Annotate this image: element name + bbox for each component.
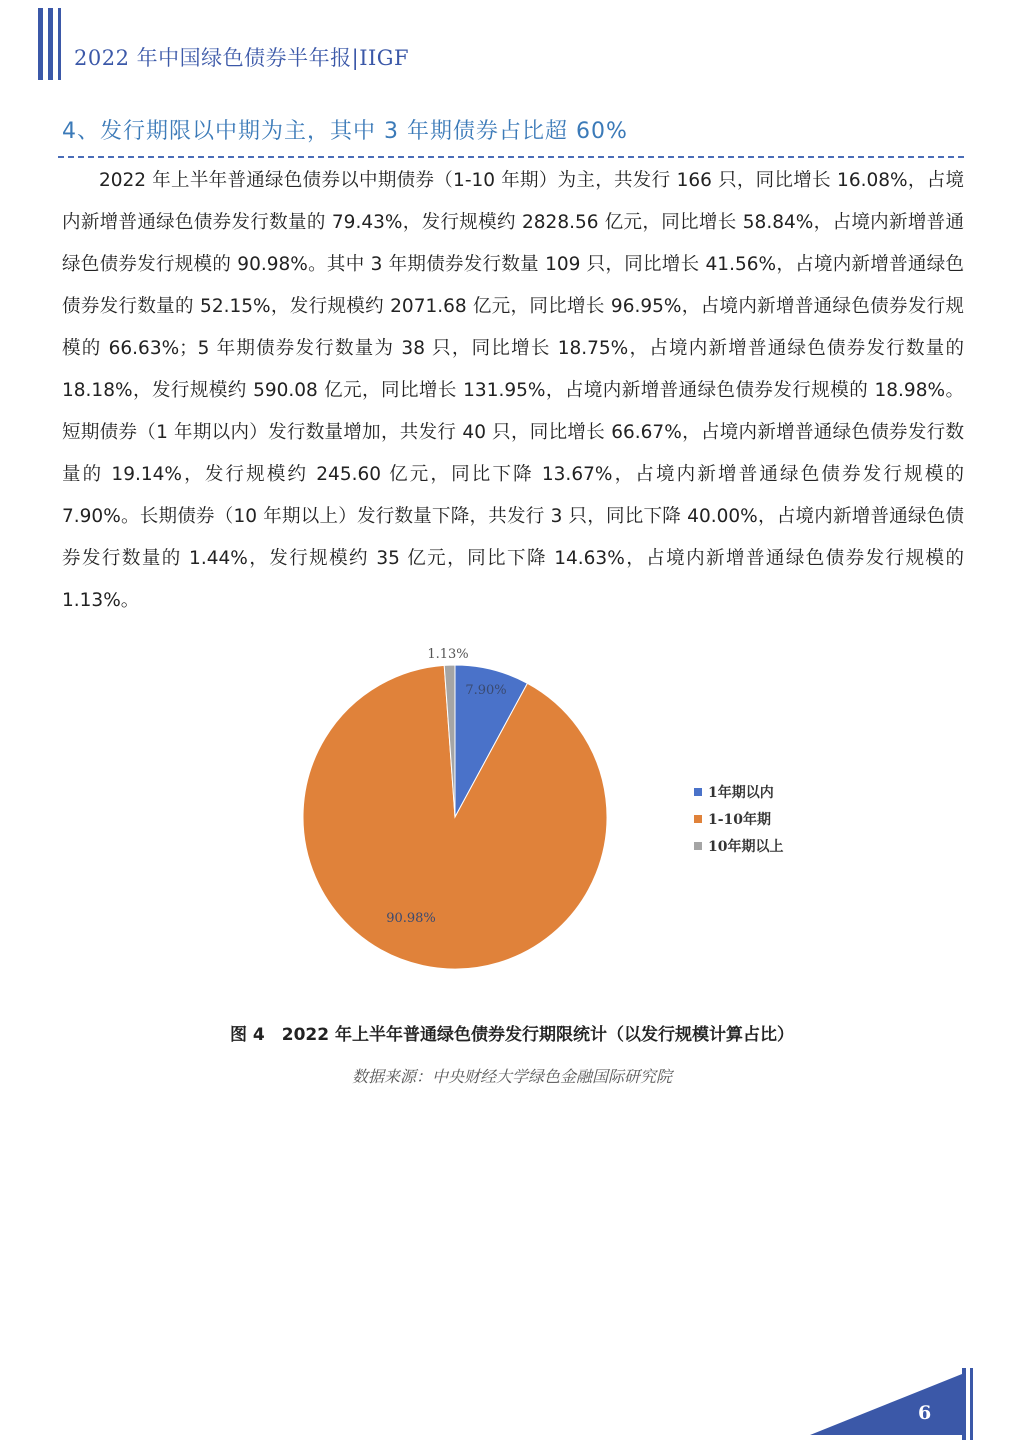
body-paragraph: 2022 年上半年普通绿色债券以中期债券（1-10 年期）为主，共发行 166 只，同比增长 16.08%，占境内新增普通绿色债券发行数量的 79.43%，发行规模约 2828.56 亿元，同比增长 58.84%，占境内新增普通绿色债券发行规模的 90.98%。其中 3 年期债券发行数量 109 只，同比增长 41.56%，占境内新增普通绿色债券发行数量的 52.15%，发行规模约 2071.68 亿元，同比增长 96.95%，占境内新增普通绿色债券发行规模的 66.63%；5 年期债券发行数量为 38 只，同比增长 18.75%，占境内新增普通绿色债券发行数量的 18.18%，发行规模约 590.08 亿元，同比增长 131.95%，占境内新增普通绿色债券发行规模的 18.98%。短期债券（1 年期以内）发行数量增加，共发行 40 只，同比增长 66.67%，占境内新增普通绿色债券发行数量的 19.14%，发行规模约 245.60 亿元，同比下降 13.67%，占境内新增普通绿色债券发行规模的 7.90%。长期债券（10 年期以上）发行数量下降，共发行 3 只，同比下降 40.00%，占境内新增普通绿色债券发行数量的 1.44%，发行规模约 35 亿元，同比下降 14.63%，占境内新增普通绿色债券发行规模的 1.13%。 (62, 170, 964, 611)
legend-item (694, 778, 783, 805)
figure-caption: 图 4 2022 年上半年普通绿色债券发行期限统计（以发行规模计算占比） (230, 1025, 794, 1045)
figure-source: 数据来源：中央财经大学绿色金融国际研究院 (351, 1067, 672, 1086)
pie-chart (290, 640, 650, 980)
heading-divider (58, 156, 964, 158)
legend-swatch (694, 788, 702, 796)
section-heading: 4、发行期限以中期为主，其中 3 年期债券占比超 60% (62, 119, 628, 144)
legend-label: 10年期以上 (708, 838, 784, 855)
legend-item (694, 832, 783, 859)
data-label-slice-10yr-plus: 1.13% (427, 647, 469, 662)
header-decoration-bars (38, 8, 68, 80)
legend-item (694, 805, 783, 832)
document-header-title: 2022 年中国绿色债券半年报|IIGF (74, 46, 410, 70)
chart-legend (694, 778, 783, 859)
footer-decoration (800, 1360, 980, 1440)
legend-label: 1年期以内 (708, 784, 774, 801)
data-label-slice-1-10yr: 90.98% (386, 911, 436, 926)
page-number: 6 (918, 1402, 932, 1424)
legend-swatch (694, 842, 702, 850)
legend-label: 1-10年期 (708, 811, 772, 828)
data-label-slice-1yr-within: 7.90% (465, 683, 507, 698)
legend-swatch (694, 815, 702, 823)
